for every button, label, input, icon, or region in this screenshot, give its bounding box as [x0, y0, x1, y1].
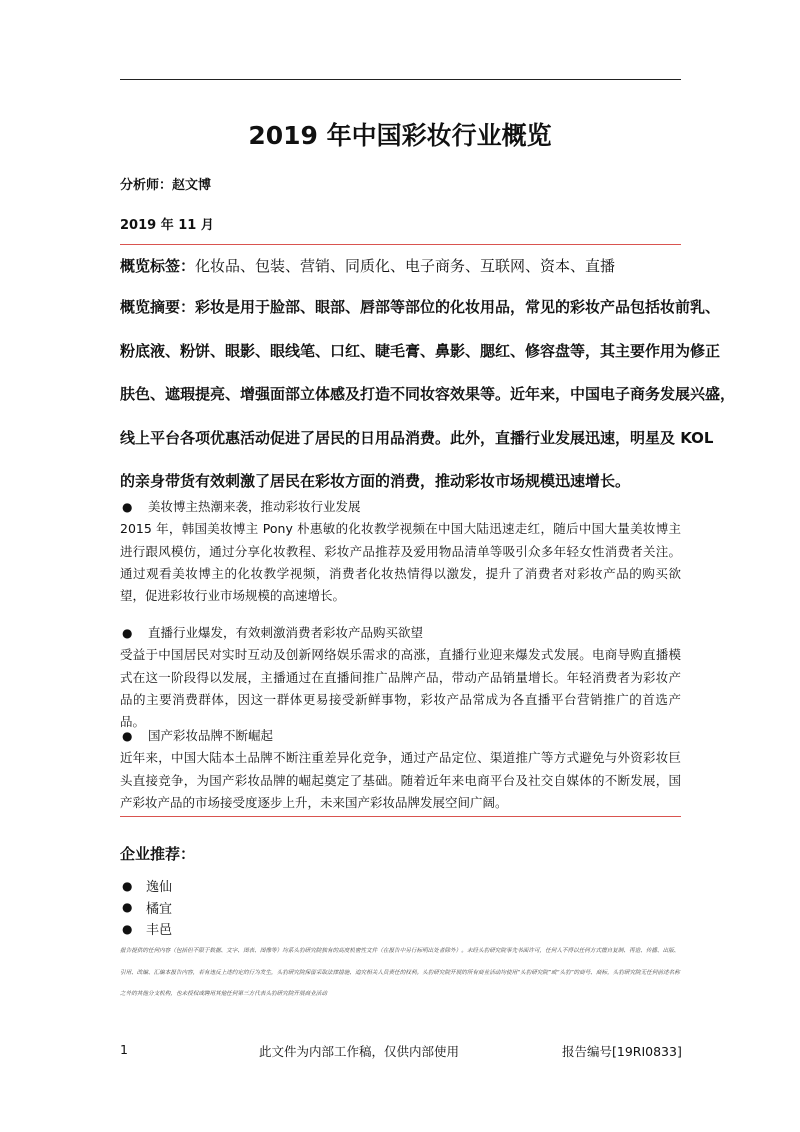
analyst-name: 分析师：赵文博: [120, 178, 212, 193]
company-name: 逸仙: [146, 880, 173, 896]
page-title: 2019 年中国彩妆行业概览: [248, 121, 552, 150]
section-body: 受益于中国居民对实时互动及创新网络娱乐需求的高涨，直播行业迎来爆发式发展。电商导购直播模式在这一阶段得以发展，主播通过在直播间推广品牌产品，带动产品销量增长。年轻消费者为彩妆产品的主要消费群体，因这一群体更易接受新鲜事物，彩妆产品常成为各直播平台营销推广的首选产品。: [120, 647, 681, 730]
company-name: 丰邑: [146, 923, 173, 939]
bullet-icon: ●: [122, 878, 133, 893]
summary-block: [120, 296, 736, 514]
tags-list: 化妆品、包装、营销、同质化、电子商务、互联网、资本、直播: [195, 257, 616, 275]
list-item: [120, 875, 172, 897]
list-item: [120, 918, 172, 940]
summary-line: 线上平台各项优惠活动促进了居民的日用品消费。此外，直播行业发展迅速，明星及 KOL: [120, 428, 714, 447]
summary-line: 肤色、遮瑕提亮、增强面部立体感及打造不同妆容效果等。近年来，中国电子商务发展兴盛，: [120, 385, 736, 403]
summary-line: 的亲身带货有效刺激了居民在彩妆方面的消费，推动彩妆市场规模迅速增长。: [120, 472, 631, 490]
bullet-icon: ●: [122, 921, 133, 936]
summary-line: 粉底液、粉饼、眼影、眼线笔、口红、睫毛膏、鼻影、腮红、修容盘等，其主要作用为修正: [120, 341, 721, 360]
section-body: 近年来，中国大陆本土品牌不断注重差异化竞争，通过产品定位、渠道推广等方式避免与外资彩妆巨头直接竞争，为国产彩妆品牌的崛起奠定了基础。随着近年来电商平台及社交自媒体的不断发展，国产彩妆产品的市场接受度逐步上升，未来国产彩妆品牌发展空间广阔。: [120, 750, 681, 810]
company-name: 橘宜: [146, 901, 173, 917]
page-number: 1: [120, 1042, 128, 1057]
top-rule: [120, 79, 681, 80]
divider-red-2: [120, 816, 681, 817]
section-domestic-brands: [120, 725, 681, 814]
bullet-icon: ●: [122, 626, 133, 640]
section-beauty-bloggers: [120, 496, 681, 607]
report-number: 报告编号[19RI0833]: [562, 1044, 682, 1059]
tags-label: 概览标签：: [120, 257, 196, 275]
section-livestream: [120, 622, 681, 733]
section-body: 2015 年，韩国美妆博主 Pony 朴惠敏的化妆教学视频在中国大陆迅速走红，随后中国大量美妆博主进行跟风模仿，通过分享化妆教程、彩妆产品推荐及爱用物品清单等吸引众多年轻女性消费者关注。通过观看美妆博主的化妆教学视频，消费者化妆热情得以激发，提升了消费者对彩妆产品的购买欲望，促进彩妆行业市场规模的高速增长。: [120, 521, 681, 604]
section-heading: 国产彩妆品牌不断崛起: [148, 728, 274, 743]
summary-line: 概览摘要：彩妆是用于脸部、眼部、唇部等部位的化妆用品，常见的彩妆产品包括妆前乳、: [120, 298, 721, 316]
list-item: [120, 897, 172, 919]
tags-row: [120, 255, 681, 276]
bullet-icon: ●: [122, 729, 133, 743]
internal-notice: 此文件为内部工作稿，仅供内部使用: [259, 1044, 460, 1059]
bullet-icon: ●: [122, 900, 133, 915]
disclaimer-text: 报告提供的任何内容（包括但不限于数据、文字、图表、图像等）均系头豹研究院独有的高度机密性文件（在报告中另行标明出处者除外）。未经头豹研究院事先书面许可，任何人不得以任何方式擅自复制、再造、传播、出版、引用、改编、汇编本报告内容，若有违反上述约定的行为发生，头豹研究院保留采取法律措施、追究相关人员责任的权利。头豹研究院开展的所有商业活动均使用“头豹研究院”或“头豹”的商号、商标，头豹研究院无任何前述名称之外的其他分支机构，也未授权或聘用其他任何第三方代表头豹研究院开展商业活动: [120, 948, 680, 997]
section-heading: 直播行业爆发，有效刺激消费者彩妆产品购买欲望: [148, 625, 424, 640]
bullet-icon: ●: [122, 500, 133, 514]
section-heading: 美妆博主热潮来袭，推动彩妆行业发展: [148, 499, 361, 514]
recommend-list: [120, 875, 172, 940]
report-date: 2019 年 11 月: [120, 218, 214, 233]
recommend-title: 企业推荐：: [120, 845, 196, 863]
divider-red-1: [120, 244, 681, 245]
